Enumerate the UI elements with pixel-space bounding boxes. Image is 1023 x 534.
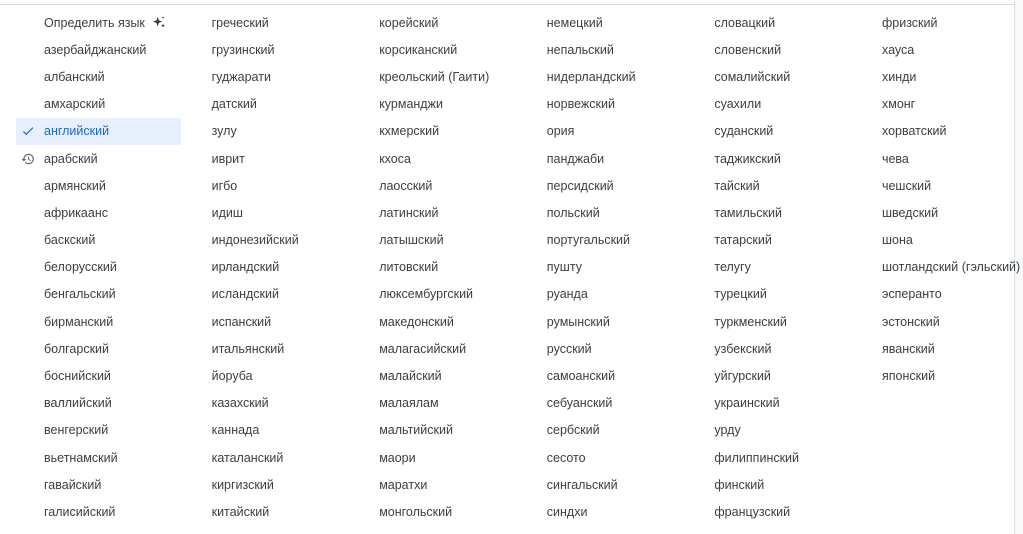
- language-label: бирманский: [44, 314, 114, 329]
- language-label: финский: [714, 477, 765, 492]
- language-option[interactable]: [519, 36, 687, 63]
- language-label: валлийский: [44, 396, 112, 411]
- language-option[interactable]: [854, 9, 1022, 36]
- language-option[interactable]: [16, 417, 184, 444]
- language-column: [686, 9, 854, 526]
- language-label: тайский: [714, 178, 760, 193]
- language-label: тамильский: [714, 205, 782, 220]
- language-option[interactable]: [16, 91, 184, 118]
- language-label: киргизский: [211, 477, 274, 492]
- language-option[interactable]: [351, 199, 519, 226]
- language-option[interactable]: [686, 498, 854, 525]
- language-option[interactable]: [686, 254, 854, 281]
- language-label: суданский: [714, 124, 774, 139]
- language-label: турецкий: [714, 287, 767, 302]
- language-label: маратхи: [379, 477, 428, 492]
- language-label: синдхи: [546, 504, 588, 519]
- detect-language-option[interactable]: [16, 9, 184, 36]
- language-label: латинский: [379, 205, 439, 220]
- language-label: малайский: [379, 369, 442, 384]
- language-option[interactable]: [519, 362, 687, 389]
- language-option[interactable]: [854, 118, 1022, 145]
- language-label: африкаанс: [44, 205, 108, 220]
- language-label: вьетнамский: [44, 450, 118, 465]
- language-label: венгерский: [44, 423, 109, 438]
- language-label: македонский: [379, 314, 454, 329]
- language-option[interactable]: [686, 145, 854, 172]
- language-label: сесото: [546, 450, 586, 465]
- language-option[interactable]: [16, 308, 184, 335]
- language-label: персидский: [546, 178, 614, 193]
- language-option[interactable]: [519, 145, 687, 172]
- language-label: фризский: [881, 15, 938, 30]
- language-label: мальтийский: [379, 423, 453, 438]
- language-option[interactable]: [16, 118, 181, 145]
- language-label: панджаби: [546, 151, 605, 166]
- language-option[interactable]: [16, 390, 184, 417]
- language-label: филиппинский: [714, 450, 800, 465]
- language-label: малаялам: [379, 396, 439, 411]
- language-label: урду: [714, 423, 741, 438]
- language-label: самоанский: [546, 369, 616, 384]
- language-option[interactable]: [351, 417, 519, 444]
- language-label: русский: [546, 341, 592, 356]
- language-option[interactable]: [351, 471, 519, 498]
- language-option[interactable]: [854, 362, 1022, 389]
- language-label: японский: [881, 369, 936, 384]
- language-option[interactable]: [854, 308, 1022, 335]
- language-option[interactable]: [351, 281, 519, 308]
- language-option[interactable]: [184, 227, 352, 254]
- language-label: индонезийский: [211, 233, 299, 248]
- language-option[interactable]: [184, 444, 352, 471]
- language-grid: [16, 9, 1022, 526]
- language-option[interactable]: [184, 199, 352, 226]
- language-option[interactable]: [16, 335, 184, 362]
- language-label: ория: [546, 124, 575, 139]
- sparkle-icon: [151, 15, 167, 31]
- language-label: эстонский: [881, 314, 940, 329]
- language-label: португальский: [546, 233, 631, 248]
- language-option[interactable]: [184, 308, 352, 335]
- language-option[interactable]: [686, 63, 854, 90]
- language-option[interactable]: [184, 9, 352, 36]
- language-option[interactable]: [184, 471, 352, 498]
- language-label: узбекский: [714, 341, 772, 356]
- language-option[interactable]: [854, 172, 1022, 199]
- language-label: непальский: [546, 42, 614, 57]
- language-label: чева: [881, 151, 909, 166]
- language-label: казахский: [211, 396, 269, 411]
- language-option[interactable]: [854, 335, 1022, 362]
- language-option[interactable]: [686, 471, 854, 498]
- language-label: каннада: [211, 423, 260, 438]
- language-label: сомалийский: [714, 69, 791, 84]
- language-label: курманджи: [379, 97, 443, 112]
- language-option[interactable]: [351, 172, 519, 199]
- language-label: пушту: [546, 260, 582, 275]
- language-label: телугу: [714, 260, 751, 275]
- language-option[interactable]: [519, 199, 687, 226]
- language-label: уйгурский: [714, 369, 771, 384]
- language-label: шона: [881, 233, 913, 248]
- language-option[interactable]: [686, 417, 854, 444]
- language-label: хмонг: [881, 97, 916, 112]
- language-label: нидерландский: [546, 69, 636, 84]
- language-label: болгарский: [44, 341, 110, 356]
- language-option[interactable]: [519, 227, 687, 254]
- language-option[interactable]: [184, 145, 352, 172]
- language-column: [519, 9, 687, 526]
- language-label: люксембургский: [379, 287, 474, 302]
- language-option[interactable]: [686, 227, 854, 254]
- language-label: французский: [714, 504, 791, 519]
- language-option[interactable]: [16, 63, 184, 90]
- language-label: польский: [546, 205, 600, 220]
- language-option[interactable]: [686, 9, 854, 36]
- language-option[interactable]: [519, 390, 687, 417]
- language-option[interactable]: [686, 308, 854, 335]
- language-option[interactable]: [184, 91, 352, 118]
- language-label: белорусский: [44, 260, 117, 275]
- language-label: хауса: [881, 42, 915, 57]
- language-label: татарский: [714, 233, 772, 248]
- language-label: словацкий: [714, 15, 776, 30]
- language-option[interactable]: [351, 498, 519, 525]
- language-label: зулу: [211, 124, 237, 139]
- language-label: иврит: [211, 151, 245, 166]
- language-option[interactable]: [351, 254, 519, 281]
- language-label: туркменский: [714, 314, 787, 329]
- language-label: итальянский: [211, 341, 285, 356]
- language-label: амхарский: [44, 97, 106, 112]
- language-option[interactable]: [16, 281, 184, 308]
- language-option[interactable]: [854, 145, 1022, 172]
- language-label: албанский: [44, 69, 105, 84]
- language-label: маори: [379, 450, 416, 465]
- language-label: баскский: [44, 233, 96, 248]
- language-option[interactable]: [351, 444, 519, 471]
- language-option[interactable]: [16, 254, 184, 281]
- language-option[interactable]: [184, 498, 352, 525]
- language-label: датский: [211, 97, 257, 112]
- language-column: [854, 9, 1022, 526]
- language-label: кхоса: [379, 151, 411, 166]
- language-option[interactable]: [184, 118, 352, 145]
- language-option[interactable]: [519, 335, 687, 362]
- language-label: армянский: [44, 178, 106, 193]
- language-option[interactable]: [519, 308, 687, 335]
- language-option[interactable]: [184, 254, 352, 281]
- language-option[interactable]: [686, 118, 854, 145]
- check-icon: [21, 124, 35, 138]
- language-option[interactable]: [854, 281, 1022, 308]
- language-option[interactable]: [16, 36, 184, 63]
- language-option[interactable]: [351, 36, 519, 63]
- language-option[interactable]: [351, 335, 519, 362]
- language-option[interactable]: [854, 63, 1022, 90]
- language-option[interactable]: [184, 417, 352, 444]
- language-option[interactable]: [184, 362, 352, 389]
- language-option[interactable]: [16, 362, 184, 389]
- language-label: бенгальский: [44, 287, 116, 302]
- language-option[interactable]: [519, 254, 687, 281]
- language-option[interactable]: [351, 63, 519, 90]
- language-option[interactable]: [351, 390, 519, 417]
- language-option[interactable]: [184, 63, 352, 90]
- language-label: себуанский: [546, 396, 613, 411]
- language-label: украинский: [714, 396, 780, 411]
- language-option[interactable]: [184, 281, 352, 308]
- language-label: эсперанто: [881, 287, 942, 302]
- language-option[interactable]: [519, 9, 687, 36]
- language-label: монгольский: [379, 504, 453, 519]
- language-label: галисийский: [44, 504, 116, 519]
- language-option[interactable]: [686, 335, 854, 362]
- language-label: английский: [44, 124, 110, 139]
- language-option[interactable]: [686, 91, 854, 118]
- language-label: идиш: [211, 205, 243, 220]
- language-option[interactable]: [519, 444, 687, 471]
- language-option[interactable]: [351, 91, 519, 118]
- language-option[interactable]: [686, 36, 854, 63]
- language-label: игбо: [211, 178, 238, 193]
- language-option[interactable]: [519, 91, 687, 118]
- language-label: лаосский: [379, 178, 433, 193]
- language-label: румынский: [546, 314, 610, 329]
- language-option[interactable]: [686, 199, 854, 226]
- language-label: корейский: [379, 15, 439, 30]
- language-label: яванский: [881, 341, 935, 356]
- language-label: словенский: [714, 42, 782, 57]
- language-option[interactable]: [16, 172, 184, 199]
- language-label: малагасийский: [379, 341, 467, 356]
- language-option[interactable]: [519, 417, 687, 444]
- language-option[interactable]: [854, 91, 1022, 118]
- language-label: чешский: [881, 178, 932, 193]
- language-label: руанда: [546, 287, 588, 302]
- language-option[interactable]: [184, 335, 352, 362]
- language-option[interactable]: [519, 498, 687, 525]
- language-label: сингальский: [546, 477, 618, 492]
- language-column: [16, 9, 184, 526]
- language-label: креольский (Гаити): [379, 69, 490, 84]
- menu-top-border: [0, 0, 1014, 5]
- language-label: испанский: [211, 314, 272, 329]
- language-option[interactable]: [686, 444, 854, 471]
- language-option[interactable]: [351, 118, 519, 145]
- language-option[interactable]: [351, 9, 519, 36]
- language-label: корсиканский: [379, 42, 458, 57]
- language-label: норвежский: [546, 97, 615, 112]
- language-option[interactable]: [519, 63, 687, 90]
- language-label: литовский: [379, 260, 439, 275]
- language-option[interactable]: [519, 172, 687, 199]
- language-label: латышский: [379, 233, 444, 248]
- language-option[interactable]: [351, 145, 519, 172]
- language-label: хинди: [881, 69, 917, 84]
- language-option[interactable]: [16, 199, 184, 226]
- language-column: [351, 9, 519, 526]
- language-option[interactable]: [686, 172, 854, 199]
- language-label: немецкий: [546, 15, 603, 30]
- language-option[interactable]: [854, 227, 1022, 254]
- language-option[interactable]: [16, 145, 184, 172]
- language-label: гуджарати: [211, 69, 271, 84]
- language-label: ирландский: [211, 260, 280, 275]
- language-label: каталанский: [211, 450, 284, 465]
- language-option[interactable]: [351, 308, 519, 335]
- language-option[interactable]: [686, 390, 854, 417]
- language-option[interactable]: [854, 36, 1022, 63]
- language-label: таджикский: [714, 151, 781, 166]
- language-label: йоруба: [211, 369, 253, 384]
- language-label: азербайджанский: [44, 42, 147, 57]
- language-label: хорватский: [881, 124, 947, 139]
- language-column: [184, 9, 352, 526]
- language-option[interactable]: [351, 362, 519, 389]
- language-label: шотландский (гэльский): [881, 260, 1021, 275]
- language-option[interactable]: [184, 390, 352, 417]
- language-label: кхмерский: [379, 124, 440, 139]
- language-label: шведский: [881, 205, 939, 220]
- language-label: грузинский: [211, 42, 275, 57]
- language-label: суахили: [714, 97, 762, 112]
- language-label: сербский: [546, 423, 600, 438]
- language-option[interactable]: [16, 471, 184, 498]
- language-option[interactable]: [519, 471, 687, 498]
- language-option[interactable]: [686, 362, 854, 389]
- language-label: греческий: [211, 15, 269, 30]
- language-option[interactable]: [16, 227, 184, 254]
- language-option[interactable]: [351, 227, 519, 254]
- language-option[interactable]: [16, 498, 184, 525]
- language-label: арабский: [44, 151, 98, 166]
- language-option[interactable]: [854, 254, 1022, 281]
- language-option[interactable]: [184, 36, 352, 63]
- history-icon: [21, 152, 35, 166]
- language-label: китайский: [211, 504, 270, 519]
- language-option[interactable]: [16, 444, 184, 471]
- language-label: гавайский: [44, 477, 102, 492]
- language-option[interactable]: [519, 118, 687, 145]
- language-label: исландский: [211, 287, 279, 302]
- language-option[interactable]: [184, 172, 352, 199]
- language-option[interactable]: [854, 199, 1022, 226]
- language-label: Определить язык: [44, 15, 145, 30]
- language-option[interactable]: [686, 281, 854, 308]
- language-label: боснийский: [44, 369, 111, 384]
- language-option[interactable]: [519, 281, 687, 308]
